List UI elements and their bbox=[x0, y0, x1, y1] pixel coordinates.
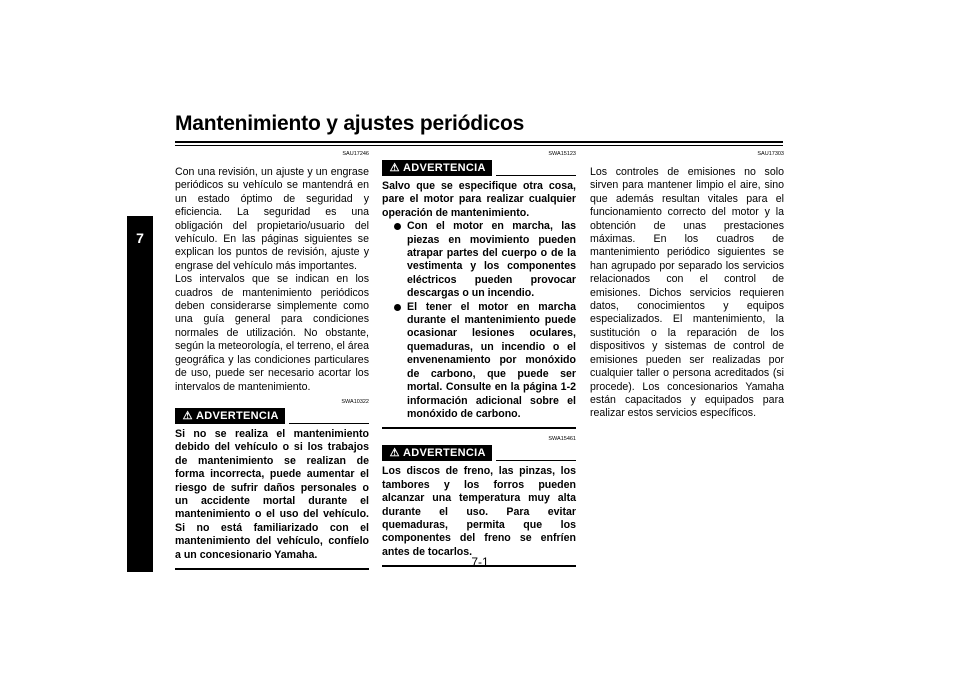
page-title: Mantenimiento y ajustes periódicos bbox=[175, 112, 525, 135]
title-rule-thin bbox=[175, 145, 783, 146]
column-2 bbox=[382, 150, 576, 567]
warning-triangle-icon: ⚠ bbox=[389, 447, 400, 460]
section-code: SAU17303 bbox=[757, 151, 784, 157]
intervals-paragraph: Los intervalos que se indican en los cuadros de mantenimiento periódicos deben considerarse simplemente como una guía general para condiciones normales de utilización. No obstante, según la meteorología, el terreno, el área geográfica y las condiciones particulares de uso, puede ser necesario acortar los intervalos de mantenimiento. bbox=[175, 273, 369, 393]
warning-header-rule bbox=[289, 423, 369, 424]
bullet-icon bbox=[394, 223, 401, 230]
warning-text: Los discos de freno, las pinzas, los tambores y los forros pueden alcanzar una temperatura muy alta durante el uso. Para evitar quemaduras, permita que los componentes del freno se enfríen antes de tocarlos. bbox=[382, 465, 576, 558]
title-rule bbox=[175, 141, 783, 143]
warning-triangle-icon: ⚠ bbox=[182, 409, 193, 422]
warning-header bbox=[382, 160, 576, 180]
bullet-text: Con el motor en marcha, las piezas en movimiento pueden atrapar partes del cuerpo o de la vestimenta y los componentes eléctricos pueden provocar descargas o un incendio. bbox=[407, 220, 576, 300]
warning-badge bbox=[382, 445, 492, 461]
column-3 bbox=[590, 150, 784, 421]
warning-header bbox=[382, 445, 576, 465]
bullet-text: El tener el motor en marcha durante el mantenimiento puede ocasionar lesiones oculares, quemaduras, un incendio o el envenenamiento por monóxido de carbono, que puede ser mortal. Consulte en la página 1-2 información adicional sobre el monóxido de carbono. bbox=[407, 300, 576, 420]
warning-bullet-list bbox=[382, 220, 576, 421]
warning-badge bbox=[382, 160, 492, 176]
list-item bbox=[394, 301, 576, 422]
bullet-icon bbox=[394, 304, 401, 311]
warning-header bbox=[175, 408, 369, 428]
warning-header-rule bbox=[496, 460, 576, 461]
intro-paragraph: Con una revisión, un ajuste y un engrase periódicos su vehículo se mantendrá en un estado óptimo de seguridad y eficiencia. La seguridad es una obligación del propietario/usuario del vehículo. En las páginas siguientes se explican los puntos de revisión, ajuste y engrase del vehículo más importantes. bbox=[175, 166, 369, 272]
list-item bbox=[394, 220, 576, 300]
warning-code: SWA10322 bbox=[341, 398, 369, 405]
section-code: SAU17246 bbox=[342, 151, 369, 157]
warning-end-rule bbox=[382, 427, 576, 429]
warning-label: ADVERTENCIA bbox=[403, 447, 486, 460]
column-1 bbox=[175, 150, 369, 570]
warning-text: Si no se realiza el mantenimiento debido del vehículo o si los trabajos de mantenimiento se realizan de forma incorrecta, puede aumentar el riesgo de sufrir daños personales o un accidente mortal durante el mantenimiento o el uso del vehículo. Si no está familiarizado con el mantenimiento del vehículo, confíelo a un concesionario Yamaha. bbox=[175, 427, 369, 561]
warning-intro: Salvo que se especifique otra cosa, pare el motor para realizar cualquier operación de mantenimiento. bbox=[382, 180, 576, 219]
emissions-paragraph: Los controles de emisiones no solo sirven para mantener limpio el aire, sino que además resultan vitales para el funcionamiento correcto del motor y la obtención de unas prestaciones máximas. En los cuadros de mantenimiento periódico siguientes se han agrupado por separado los servicios relacionados con el control de emisiones. Dichos servicios requieren datos, conocimientos y equipos especializados. El mantenimiento, la sustitución o la reparación de los dispositivos y sistemas de control de emisiones pueden ser realizadas por cualquier taller o persona acreditados (si procede). Los concesionarios Yamaha están capacitados y equipados para realizar estos servicios específicos. bbox=[590, 166, 784, 420]
warning-label: ADVERTENCIA bbox=[196, 409, 279, 422]
chapter-tab bbox=[127, 216, 153, 572]
warning-triangle-icon: ⚠ bbox=[389, 162, 400, 174]
page-number: 7-1 bbox=[471, 555, 489, 569]
chapter-number: 7 bbox=[136, 230, 144, 246]
warning-badge bbox=[175, 408, 285, 424]
warning-label: ADVERTENCIA bbox=[403, 162, 486, 174]
warning-code: SWA15461 bbox=[548, 436, 576, 443]
warning-end-rule bbox=[175, 568, 369, 570]
warning-code: SWA15123 bbox=[548, 151, 576, 157]
warning-header-rule bbox=[496, 175, 576, 176]
